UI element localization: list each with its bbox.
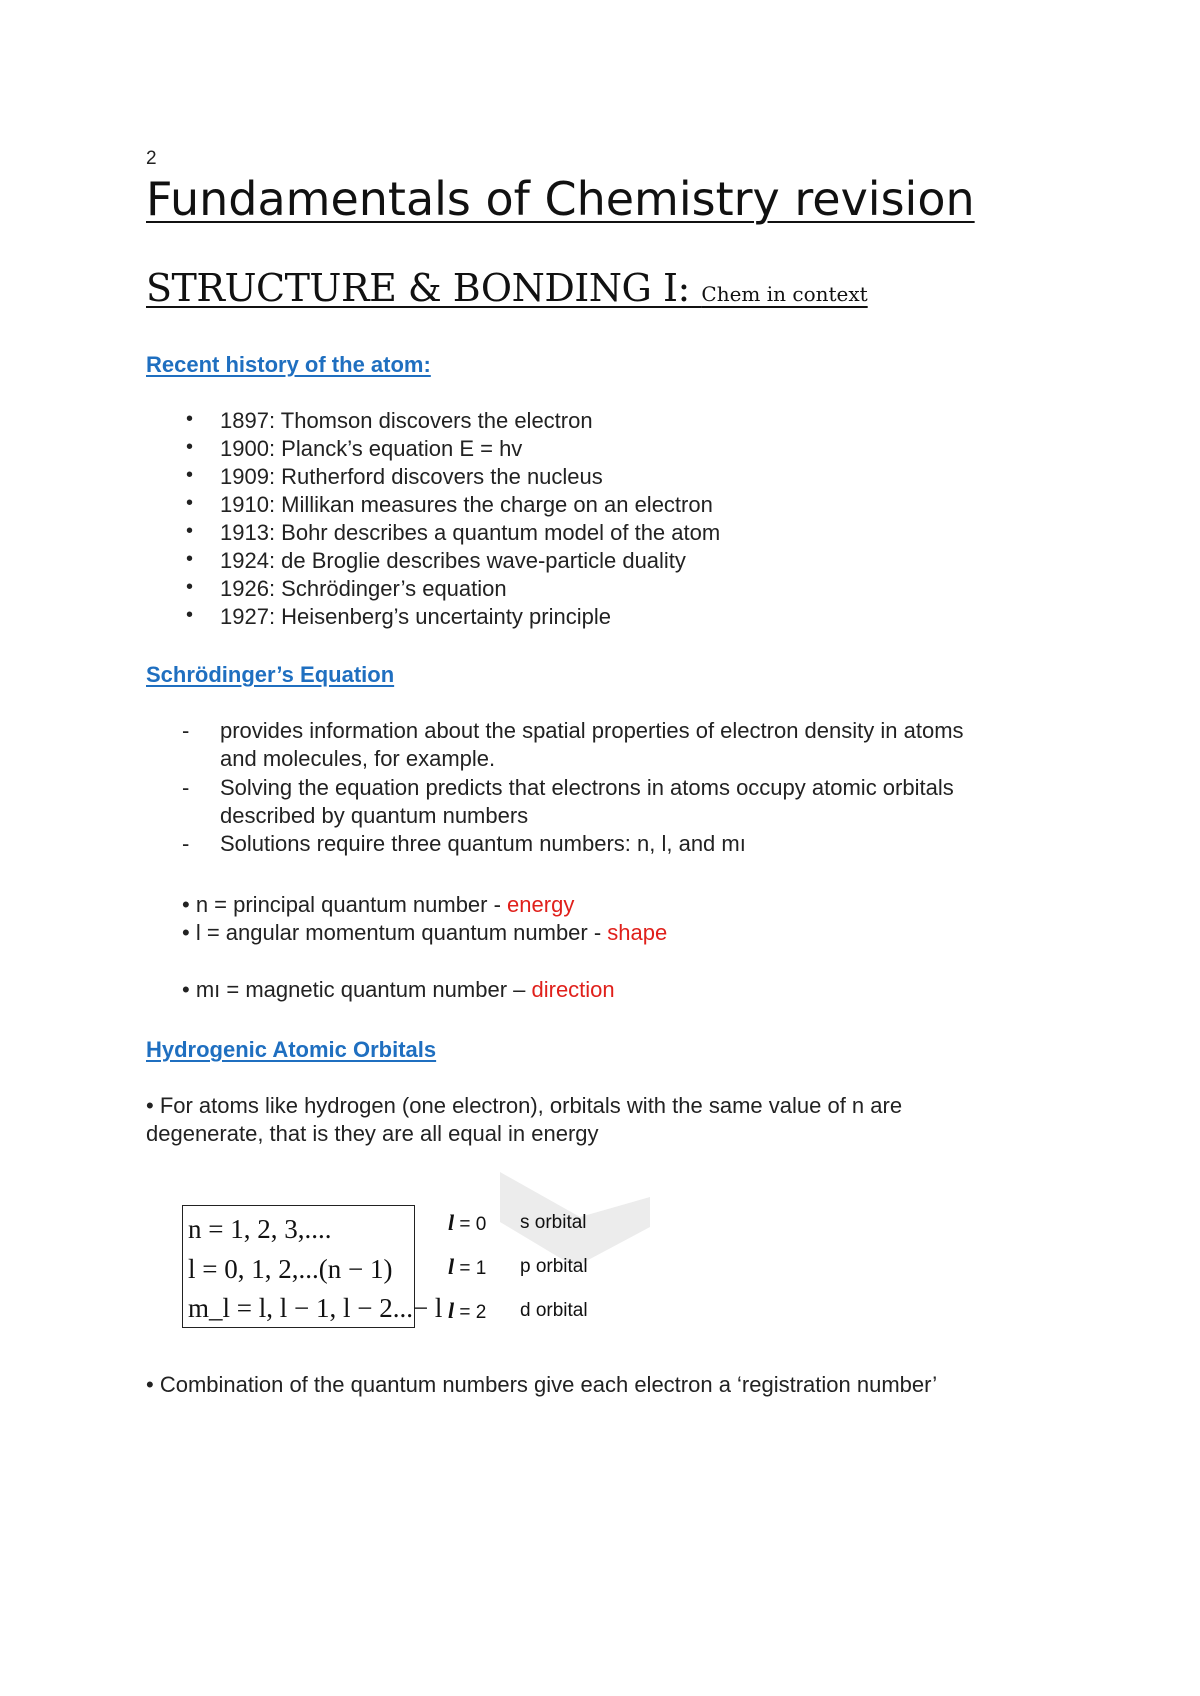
dash-marker: - [182,775,190,800]
dash-item-line: described by quantum numbers [220,803,529,828]
page-number: 2 [146,148,157,169]
history-item: • 1910: Millikan measures the charge on an electron [186,492,713,517]
schrodinger-heading: Schrödinger’s Equation [146,662,395,687]
quantum-number-l: • l = angular momentum quantum number - shape [182,920,668,945]
bullet-icon: • [186,408,194,430]
history-item: • 1909: Rutherford discovers the nucleus [186,464,603,489]
history-item: • 1926: Schrödinger’s equation [186,576,507,601]
dash-item-line: provides information about the spatial properties of electron density in atoms [220,718,964,743]
orbital-name-s: s orbital [520,1212,587,1233]
equation-n: n = 1, 2, 3,.... [188,1214,332,1244]
history-item: • 1924: de Broglie describes wave-particle duality [186,548,686,573]
orbital-name-d: d orbital [520,1300,588,1321]
keyword-energy: energy [507,892,575,917]
page-title: Fundamentals of Chemistry revision [146,172,975,226]
bullet-icon: • [186,604,194,626]
bullet-icon: • [186,436,194,458]
history-heading: Recent history of the atom: [146,352,431,377]
orbital-name-p: p orbital [520,1256,588,1277]
bullet-icon: • [186,576,194,598]
dash-item-line: Solutions require three quantum numbers: n, l, and mı [220,831,746,856]
bullet-icon: • [186,548,194,570]
keyword-direction: direction [531,977,615,1002]
history-item: • 1927: Heisenberg’s uncertainty principle [186,604,611,629]
registration-number-note: • Combination of the quantum numbers give each electron a ‘registration number’ [146,1372,938,1397]
orbital-row-p: l = 1 [448,1254,487,1279]
dash-marker: - [182,831,190,856]
bullet-icon: • [186,464,194,486]
dash-item-line: Solving the equation predicts that electrons in atoms occupy atomic orbitals [220,775,954,800]
keyword-shape: shape [607,920,668,945]
quantum-number-n: • n = principal quantum number - energy [182,892,575,917]
orbital-row-d: l = 2 [448,1298,487,1323]
dash-item-line: and molecules, for example. [220,746,496,771]
orbital-row-s: l = 0 [448,1210,487,1235]
hydrogenic-para-line: • For atoms like hydrogen (one electron), orbitals with the same value of n are [146,1093,903,1118]
section-title-context: Chem in context [701,282,868,306]
quantum-number-ml: • mı = magnetic quantum number – direction [182,977,615,1002]
hydrogenic-heading: Hydrogenic Atomic Orbitals [146,1037,437,1062]
hydrogenic-para-line: degenerate, that is they are all equal in energy [146,1121,599,1146]
equation-l: l = 0, 1, 2,...(n − 1) [188,1254,393,1284]
history-item: • 1900: Planck’s equation E = hv [186,436,523,461]
history-item: • 1913: Bohr describes a quantum model of the atom [186,520,721,545]
bullet-icon: • [186,492,194,514]
bullet-icon: • [186,520,194,542]
section-title-main: STRUCTURE & BONDING I: [146,266,702,310]
equation-ml: m_l = l, l − 1, l − 2...− l [188,1293,443,1323]
quantum-equations-box [182,1205,443,1328]
dash-marker: - [182,718,190,743]
history-item: • 1897: Thomson discovers the electron [186,408,593,433]
section-title [146,266,868,310]
